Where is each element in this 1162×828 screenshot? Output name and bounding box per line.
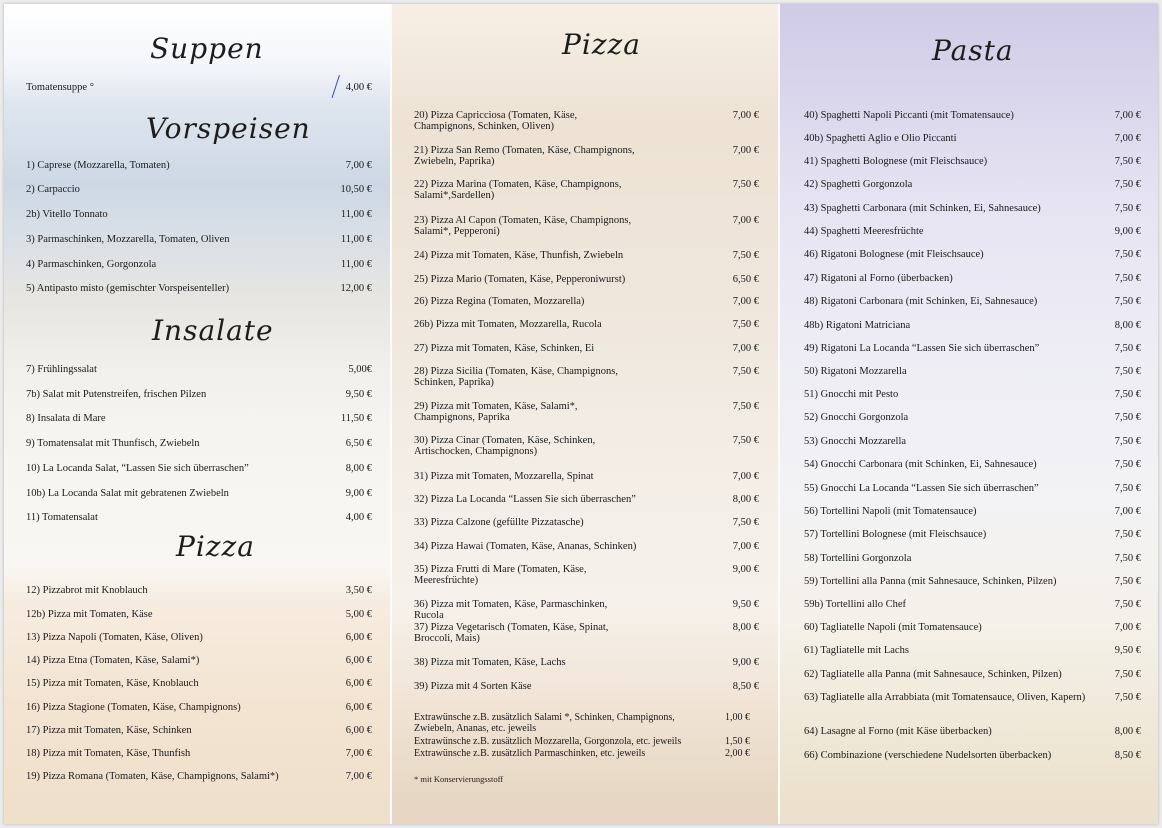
item-name: 29) Pizza mit Tomaten, Käse, Salami*, Champignons, Paprika [414,401,578,423]
item-price: 7,50 € [1114,553,1141,564]
item-name: 23) Pizza Al Capon (Tomaten, Käse, Champignons, Salami*, Pepperoni) [414,215,632,237]
item-name: 32) Pizza La Locanda “Lassen Sie sich überraschen” [414,494,636,505]
item-name: 37) Pizza Vegetarisch (Tomaten, Käse, Spinat, Broccoli, Mais) [414,622,609,644]
item-name: 22) Pizza Marina (Tomaten, Käse, Champignons, Salami*,Sardellen) [414,179,622,201]
item-name: 7) Frühlingssalat [26,364,97,375]
item-name: 43) Spaghetti Carbonara (mit Schinken, Ei, Sahnesauce) [804,203,1041,214]
item-name: 42) Spaghetti Gorgonzola [804,179,913,190]
item-name: 28) Pizza Sicilia (Tomaten, Käse, Champignons, Schinken, Paprika) [414,366,618,388]
item-name: 17) Pizza mit Tomaten, Käse, Schinken [26,725,192,736]
item-price: 7,00 € [732,145,759,156]
item-price: 7,00 € [732,343,759,354]
item-price: 6,00 € [345,632,372,643]
item-price: 7,50 € [1114,273,1141,284]
item-name: 60) Tagliatelle Napoli (mit Tomatensauce) [804,622,982,633]
item-price: 7,00 € [732,541,759,552]
item-price: 7,00 € [732,215,759,226]
item-price: 6,50 € [345,438,372,449]
item-price: 7,00 € [345,771,372,782]
item-name: 40b) Spaghetti Aglio e Olio Piccanti [804,133,957,144]
item-price: 7,50 € [732,435,759,446]
heading-vorspeisen: Vorspeisen [146,112,311,145]
item-price: 7,50 € [1114,203,1141,214]
item-name: 2b) Vitello Tonnato [26,209,108,220]
item-price: 1,50 € [725,736,750,747]
item-price: 7,50 € [732,401,759,412]
item-name: 59b) Tortellini allo Chef [804,599,907,610]
item-price: 7,50 € [1114,529,1141,540]
item-price: 6,50 € [732,274,759,285]
item-name: 52) Gnocchi Gorgonzola [804,412,909,423]
item-name: 21) Pizza San Remo (Tomaten, Käse, Champignons, Zwiebeln, Paprika) [414,145,635,167]
item-name: 39) Pizza mit 4 Sorten Käse [414,681,532,692]
item-price: 5,00 € [345,609,372,620]
item-price: 4,00 € [345,512,372,523]
item-name: 57) Tortellini Bolognese (mit Fleischsauce) [804,529,987,540]
item-price: 2,00 € [725,748,750,759]
item-name: 46) Rigatoni Bolognese (mit Fleischsauce) [804,249,984,260]
item-name: 44) Spaghetti Meeresfrüchte [804,226,924,237]
item-price: 6,00 € [345,678,372,689]
item-name: 1) Caprese (Mozzarella, Tomaten) [26,160,170,171]
item-price: 9,50 € [732,599,759,610]
item-price: 5,00€ [348,364,372,375]
item-price: 7,50 € [1114,436,1141,447]
footnote: * mit Konservierungsstoff [414,774,504,784]
item-price: 11,50 € [340,413,372,424]
item-price: 7,00 € [1114,133,1141,144]
item-name: 51) Gnocchi mit Pesto [804,389,899,400]
item-price: 7,00 € [1114,622,1141,633]
item-price: 7,00 € [1114,110,1141,121]
item-price: 7,50 € [1114,179,1141,190]
item-price: 7,50 € [1114,296,1141,307]
item-name: 24) Pizza mit Tomaten, Käse, Thunfish, Zwiebeln [414,250,624,261]
item-name: Extrawünsche z.B. zusätzlich Salami *, Schinken, Champignons, Zwiebeln, Ananas, etc. jeweils [414,712,675,734]
item-name: 64) Lasagne al Forno (mit Käse überbacken) [804,726,992,737]
item-name: 30) Pizza Cinar (Tomaten, Käse, Schinken, Artischocken, Champignons) [414,435,596,457]
item-name: 14) Pizza Etna (Tomaten, Käse, Salami*) [26,655,200,666]
right-column [780,4,1158,824]
item-name: 55) Gnocchi La Locanda “Lassen Sie sich überraschen” [804,483,1039,494]
item-name: Tomatensuppe ° [26,82,94,93]
item-price: 7,50 € [1114,366,1141,377]
item-price: 7,50 € [732,319,759,330]
item-price: 7,50 € [732,250,759,261]
item-name: Extrawünsche z.B. zusätzlich Parmaschinken, etc. jeweils [414,748,646,759]
item-price: 7,50 € [732,517,759,528]
item-price: 7,50 € [1114,412,1141,423]
item-name: 56) Tortellini Napoli (mit Tomatensauce) [804,506,977,517]
item-name: 12b) Pizza mit Tomaten, Käse [26,609,153,620]
item-name: 31) Pizza mit Tomaten, Mozzarella, Spinat [414,471,594,482]
item-price: 9,00 € [345,488,372,499]
item-name: 26b) Pizza mit Tomaten, Mozzarella, Rucola [414,319,602,330]
item-name: 53) Gnocchi Mozzarella [804,436,907,447]
heading-insalate: Insalate [152,314,274,347]
item-price: 7,50 € [1114,576,1141,587]
item-name: 33) Pizza Calzone (gefüllte Pizzatasche) [414,517,584,528]
item-name: 40) Spaghetti Napoli Piccanti (mit Tomatensauce) [804,110,1014,121]
item-price: 7,50 € [1114,343,1141,354]
item-name: 13) Pizza Napoli (Tomaten, Käse, Oliven) [26,632,203,643]
item-price: 8,00 € [732,622,759,633]
item-name: 9) Tomatensalat mit Thunfisch, Zwiebeln [26,438,200,449]
item-price: 8,00 € [1114,726,1141,737]
item-price: 11,00 € [340,234,372,245]
item-price: 8,00 € [1114,320,1141,331]
item-name: 18) Pizza mit Tomaten, Käse, Thunfish [26,748,191,759]
item-price: 6,00 € [345,725,372,736]
item-price: 7,00 € [732,471,759,482]
item-price: 7,50 € [1114,483,1141,494]
item-name: 48) Rigatoni Carbonara (mit Schinken, Ei, Sahnesauce) [804,296,1038,307]
item-price: 7,50 € [1114,599,1141,610]
left-column [4,4,390,824]
item-price: 7,50 € [1114,156,1141,167]
item-name: 50) Rigatoni Mozzarella [804,366,907,377]
item-price: 7,00 € [1114,506,1141,517]
item-price: 11,00 € [340,259,372,270]
item-price: 9,00 € [1114,226,1141,237]
item-name: 36) Pizza mit Tomaten, Käse, Parmaschinken, Rucola [414,599,608,621]
item-name: 58) Tortellini Gorgonzola [804,553,912,564]
item-price: 6,00 € [345,702,372,713]
item-name: 11) Tomatensalat [26,512,98,523]
item-name: 26) Pizza Regina (Tomaten, Mozzarella) [414,296,585,307]
item-price: 8,50 € [732,681,759,692]
item-price: 10,50 € [340,184,372,195]
item-price: 3,50 € [345,585,372,596]
item-price: 8,50 € [1114,750,1141,761]
item-name: 12) Pizzabrot mit Knoblauch [26,585,148,596]
item-name: 27) Pizza mit Tomaten, Käse, Schinken, Ei [414,343,595,354]
item-price: 7,50 € [732,366,759,377]
item-name: 5) Antipasto misto (gemischter Vorspeisenteller) [26,283,230,294]
item-price: 9,50 € [1114,645,1141,656]
item-name: 7b) Salat mit Putenstreifen, frischen Pilzen [26,389,207,400]
item-price: 7,00 € [732,110,759,121]
item-name: 8) Insalata di Mare [26,413,106,424]
item-name: 38) Pizza mit Tomaten, Käse, Lachs [414,657,566,668]
item-name: 34) Pizza Hawai (Tomaten, Käse, Ananas, Schinken) [414,541,637,552]
item-price: 7,50 € [1114,669,1141,680]
item-name: 20) Pizza Capricciosa (Tomaten, Käse, Champignons, Schinken, Oliven) [414,110,578,132]
item-price: 11,00 € [340,209,372,220]
item-name: 3) Parmaschinken, Mozzarella, Tomaten, Oliven [26,234,230,245]
item-name: 2) Carpaccio [26,184,80,195]
item-name: 66) Combinazione (verschiedene Nudelsorten überbacken) [804,750,1052,761]
item-price: 7,50 € [1114,692,1141,703]
item-price: 7,00 € [345,748,372,759]
item-name: 61) Tagliatelle mit Lachs [804,645,909,656]
item-name: Extrawünsche z.B. zusätzlich Mozzarella, Gorgonzola, etc. jeweils [414,736,682,747]
item-price: 6,00 € [345,655,372,666]
item-price: 9,00 € [732,657,759,668]
item-price: 7,50 € [1114,249,1141,260]
item-name: 15) Pizza mit Tomaten, Käse, Knoblauch [26,678,199,689]
item-price: 7,50 € [1114,459,1141,470]
item-price: 9,50 € [345,389,372,400]
item-name: 59) Tortellini alla Panna (mit Sahnesauce, Schinken, Pilzen) [804,576,1057,587]
item-name: 10b) La Locanda Salat mit gebratenen Zwiebeln [26,488,229,499]
item-price: 7,50 € [732,179,759,190]
heading-pizza-center: Pizza [562,28,641,61]
item-name: 63) Tagliatelle alla Arrabbiata (mit Tomatensauce, Oliven, Kapern) [804,692,1086,703]
item-price: 12,00 € [340,283,372,294]
item-price: 7,50 € [1114,389,1141,400]
item-price: 8,00 € [732,494,759,505]
item-name: 54) Gnocchi Carbonara (mit Schinken, Ei, Sahnesauce) [804,459,1037,470]
item-price: 4,00 € [345,82,372,93]
item-price: 1,00 € [725,712,750,723]
item-name: 62) Tagliatelle alla Panna (mit Sahnesauce, Schinken, Pilzen) [804,669,1062,680]
item-price: 7,00 € [732,296,759,307]
item-name: 4) Parmaschinken, Gorgonzola [26,259,157,270]
menu-sheet [4,4,1158,824]
item-name: 48b) Rigatoni Matriciana [804,320,911,331]
center-column [392,4,778,824]
heading-pasta: Pasta [932,34,1014,67]
item-name: 41) Spaghetti Bolognese (mit Fleischsauce) [804,156,988,167]
heading-suppen: Suppen [150,32,264,65]
item-price: 7,00 € [345,160,372,171]
item-price: 8,00 € [345,463,372,474]
item-name: 10) La Locanda Salat, “Lassen Sie sich überraschen” [26,463,249,474]
item-price: 9,00 € [732,564,759,575]
item-name: 47) Rigatoni al Forno (überbacken) [804,273,953,284]
item-name: 25) Pizza Mario (Tomaten, Käse, Pepperoniwurst) [414,274,626,285]
item-name: 16) Pizza Stagione (Tomaten, Käse, Champignons) [26,702,241,713]
heading-pizza-left: Pizza [176,530,255,563]
item-name: 35) Pizza Frutti di Mare (Tomaten, Käse, Meeresfrüchte) [414,564,587,586]
item-name: 49) Rigatoni La Locanda “Lassen Sie sich überraschen” [804,343,1040,354]
item-name: 19) Pizza Romana (Tomaten, Käse, Champignons, Salami*) [26,771,279,782]
